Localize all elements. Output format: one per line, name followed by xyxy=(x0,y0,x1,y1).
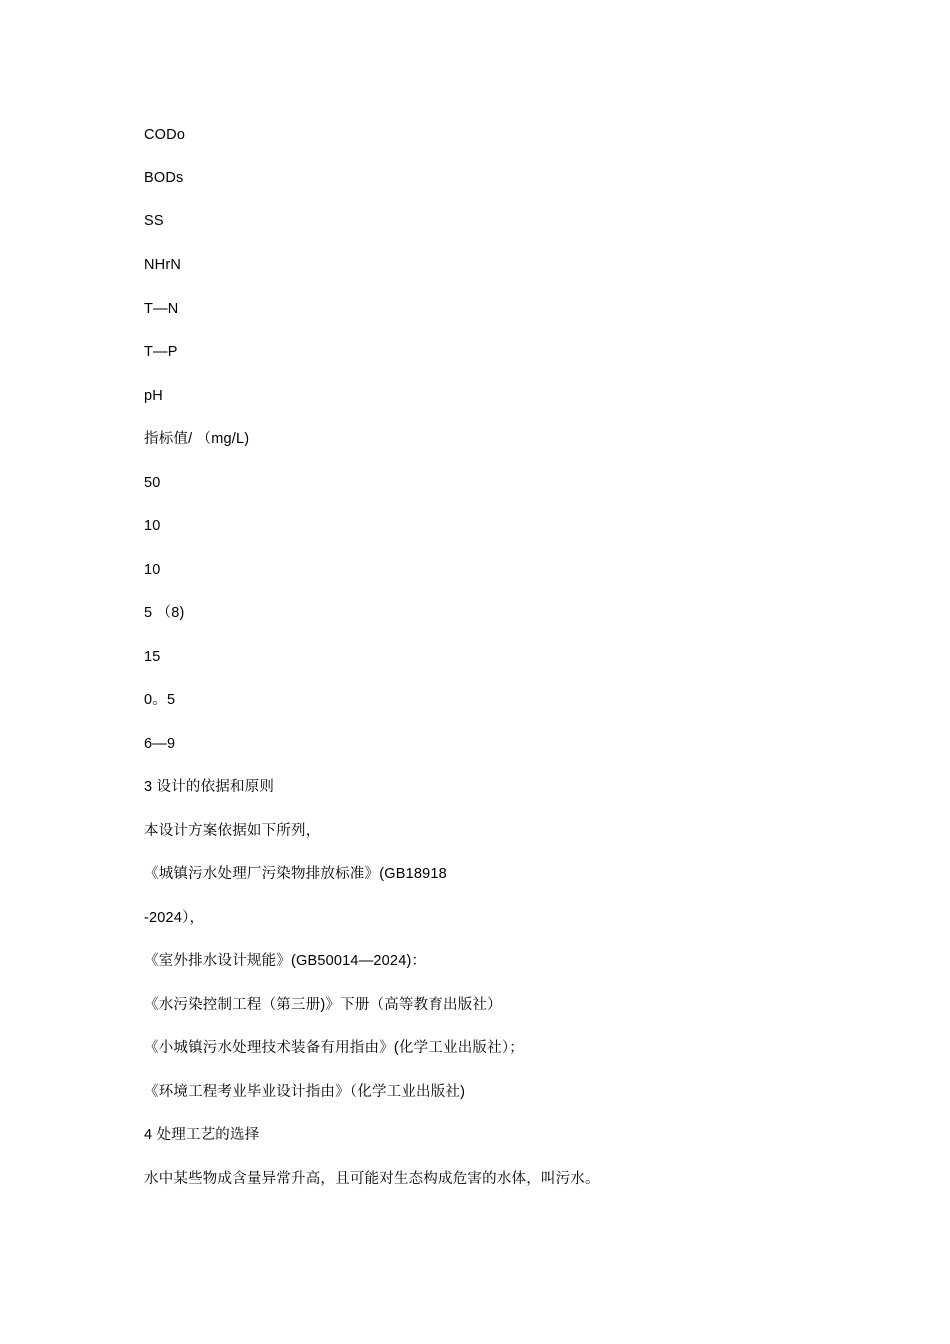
indicator-tp: T—P xyxy=(144,344,178,360)
value-ss: 10 xyxy=(144,562,161,578)
value-cod: 50 xyxy=(144,475,161,491)
reference-item-2: 《室外排水设计规能》(GB50014—2024)： xyxy=(144,953,427,969)
indicator-cod: CODo xyxy=(144,127,186,143)
reference-item-1: 《城镇污水处理厂污染物排放标准》(GB18918 xyxy=(144,866,447,882)
section-heading-3: 3 设计的依据和原则 xyxy=(144,779,275,795)
value-bod: 10 xyxy=(144,518,161,534)
indicator-ph: pH xyxy=(144,388,163,404)
indicator-tn: T—N xyxy=(144,301,179,317)
value-ph: 6—9 xyxy=(144,736,176,752)
paragraph-definition: 水中某些物成含量异常升高，且可能对生态构成危害的水体，叫污水。 xyxy=(144,1171,600,1187)
section-heading-4: 4 处理工艺的选择 xyxy=(144,1127,260,1143)
paragraph-basis-intro: 本设计方案依据如下所列， xyxy=(144,823,321,839)
value-tp: 0。5 xyxy=(144,692,176,708)
indicator-ss: SS xyxy=(144,213,164,229)
reference-item-3: 《水污染控制工程（第三册)》下册（高等教育出版社） xyxy=(144,997,502,1013)
reference-item-1-cont: -2024）， xyxy=(144,910,205,926)
reference-item-5: 《环境工程考业毕业设计指由》（化学工业出版社) xyxy=(144,1084,466,1100)
value-header: 指标值/ （mg/L) xyxy=(144,431,250,447)
value-tn: 15 xyxy=(144,649,161,665)
reference-item-4: 《小城镇污水处理技术装备有用指由》(化学工业出版社）； xyxy=(144,1040,524,1056)
value-nh3n: 5 （8) xyxy=(144,605,185,621)
indicator-bod: BODs xyxy=(144,170,184,186)
indicator-nh3n: NHrN xyxy=(144,257,182,273)
